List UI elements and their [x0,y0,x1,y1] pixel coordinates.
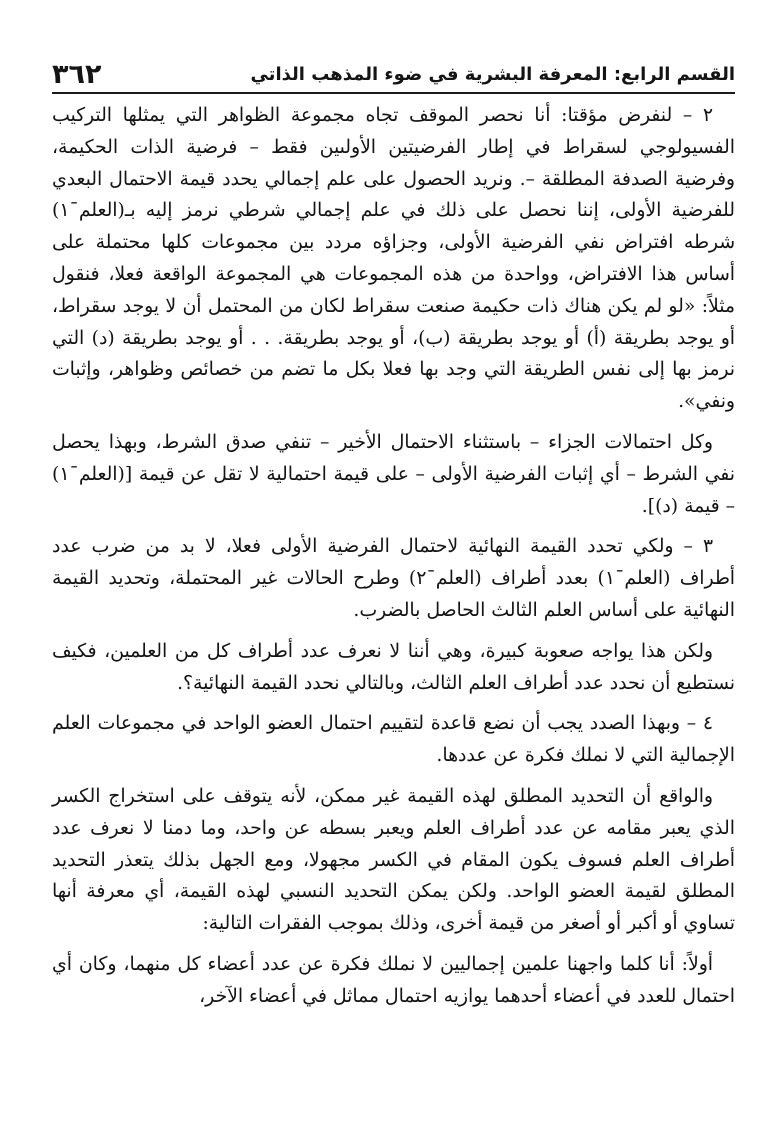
running-title: القسم الرابع: المعرفة البشرية في ضوء المذهب الذاتي [250,64,735,85]
page-number: ٣٦٢ [52,59,102,90]
paragraph-first-rule: أولاً: أنا كلما واجهنا علمين إجماليين لا نملك فكرة عن عدد أعضاء كل منهما، وكان أي احتمال للعدد في أعضاء أحدهما يوازيه احتمال مماثل في أعضاء الآخر، [52,953,735,1007]
paragraph-condition-negation: وكل احتمالات الجزاء – باستثناء الاحتمال الأخير – تنفي صدق الشرط، وبهذا يحصل نفي الشرط – أي إثبات الفرضية الأولى – على قيمة احتمالية لا تقل عن قيمة [(العلم¯١) – قيمة (د)]. [52,431,735,517]
page-header [52,44,735,92]
paragraph-relative-value: والواقع أن التحديد المطلق لهذه القيمة غير ممكن، لأنه يتوقف على استخراج الكسر الذي يعبر مقامه عن عدد أطراف العلم ويعبر بسطه عن واحد، وما دمنا لا نعرف عدد أطراف العلم فسوف يكون المقام في الكسر مجهولا، ومع الجهل بذلك يتعذر التحديد المطلق لقيمة العضو الواحد. ولكن يمكن التحديد النسبي لهذه القيمة، أي معرفة أنها تساوي أو أكبر أو أصغر من قيمة أخرى، وذلك بموجب الفقرات التالية: [52,785,735,935]
paragraph-point-2: ٢ – لنفرض مؤقتا: أنا نحصر الموقف تجاه مجموعة الظواهر التي يمثلها التركيب الفسيولوجي لسقراط في إطار الفرضيتين الأولىين فقط – فرضية الذات الحكيمة، وفرضية الصدفة المطلقة –. ونريد الحصول على علم إجمالي يحدد قيمة الاحتمال البعدي للفرضية الأولى، إننا نحصل على ذلك في علم إجمالي شرطي نرمز إليه بـ(العلم¯١) شرطه افتراض نفي الفرضية الأولى، وجزاؤه مردد بين مجموعات كلها محتملة على أساس هذا الافتراض، وواحدة من هذه المجموعات هي المجموعة الواقعة فعلا، فنقول مثلاً: «لو لم يكن هناك ذات حكيمة صنعت سقراط لكان من المحتمل أن لا يوجد سقراط، أو يوجد بطريقة (أ) أو يوجد بطريقة (ب)، أو يوجد بطريقة. . . أو يوجد بطريقة (د) التي نرمز بها إلى نفس الطريقة التي وجد بها فعلا بكل ما تضم من خصائص وظواهر، وإثبات ونفي». [52,105,735,413]
paragraph-point-4: ٤ – وبهذا الصدد يجب أن نضع قاعدة لتقييم احتمال العضو الواحد في مجموعات العلم الإجمالية التي لا نملك فكرة عن عددها. [52,713,735,767]
page-body [52,100,735,1013]
header-divider [52,92,735,94]
paragraph-difficulty: ولكن هذا يواجه صعوبة كبيرة، وهي أننا لا نعرف عدد أطراف كل من العلمين، فكيف نستطيع أن نحدد عدد أطراف العلم الثالث، وبالتالي نحدد القيمة النهائية؟. [52,640,735,694]
paragraph-point-3: ٣ – ولكي تحدد القيمة النهائية لاحتمال الفرضية الأولى فعلا، لا بد من ضرب عدد أطراف (العلم¯١) بعدد أطراف (العلم¯٢) وطرح الحالات غير المحتملة، وتحديد القيمة النهائية على أساس العلم الثالث الحاصل بالضرب. [52,536,735,621]
